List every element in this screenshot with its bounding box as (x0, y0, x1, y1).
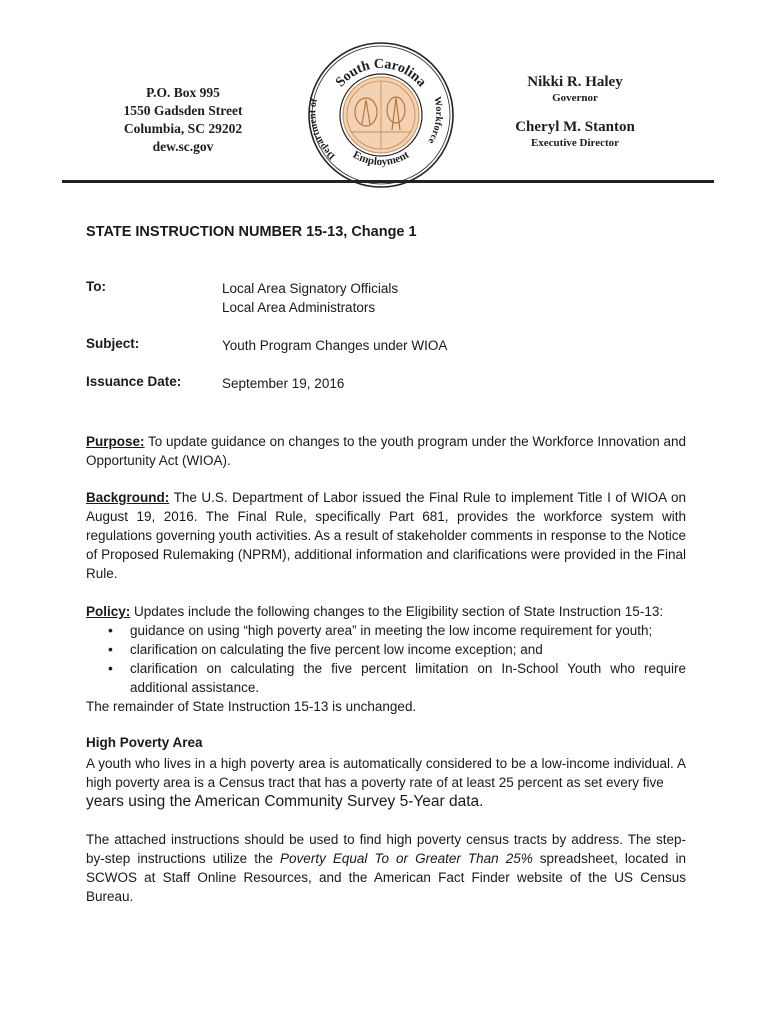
purpose-text: To update guidance on changes to the youth program under the Workforce Innovation and Opportunity Act (WIOA). (86, 434, 686, 468)
policy-bullet-list (104, 621, 686, 697)
policy-paragraph (86, 602, 686, 621)
instructions-text-after: spreadsheet, located in SCWOS at Staff Online Resources, and the American Fact Finder website of the US Census Bureau. (86, 851, 686, 904)
address-line: Columbia, SC 29202 (123, 121, 243, 136)
seal-text-left: Department of (307, 97, 338, 162)
subject-value: Youth Program Changes under WIOA (222, 338, 448, 353)
document-title: STATE INSTRUCTION NUMBER 15-13, Change 1 (86, 224, 417, 240)
governor-title: Governor (552, 92, 598, 104)
high-poverty-heading: High Poverty Area (86, 735, 203, 750)
policy-text: Updates include the following changes to the Eligibility section of State Instruction 15-13: (130, 604, 664, 619)
agency-address (112, 84, 254, 156)
subject-label: Subject: (86, 336, 140, 351)
seal-text-right: Workforce (425, 95, 445, 146)
background-heading: Background: (86, 490, 170, 505)
list-item: • clarification on calculating the five percent limitation on In-School Youth who require additional assistance. (104, 659, 686, 697)
seal-text-top: South Carolina (333, 56, 429, 91)
officials-block (505, 73, 645, 151)
instructions-paragraph (86, 830, 686, 906)
policy-closing: The remainder of State Instruction 15-13 is unchanged. (86, 699, 417, 714)
high-poverty-text: A youth who lives in a high poverty area is automatically considered to be a low-income individual. A high poverty area is a Census tract that has a poverty rate of at least 25 percent as set every five (86, 756, 686, 790)
purpose-paragraph (86, 432, 686, 470)
director-name: Cheryl M. Stanton (515, 119, 635, 135)
director-title: Executive Director (530, 137, 620, 149)
header-divider (62, 180, 714, 183)
purpose-heading: Purpose: (86, 434, 145, 449)
instructions-text-before: The attached instructions should be used to find high poverty census tracts by address. The step-by-step instructions utilize the (86, 832, 686, 866)
background-text: The U.S. Department of Labor issued the Final Rule to implement Title I of WIOA on August 19, 2016. The Final Rule, specifically Part 681, provides the workforce system with regulations governing youth activities. As a result of stakeholder comments in response to the Notice of Proposed Rulemaking (NPRM), additional information and clarifications were provided in the Final Rule. (86, 490, 686, 581)
policy-heading: Policy: (86, 604, 131, 619)
seal-text-bottom: Employment (350, 148, 412, 169)
background-paragraph (86, 488, 686, 583)
issuance-date-value: September 19, 2016 (222, 376, 345, 391)
address-line: P.O. Box 995 (146, 85, 220, 100)
to-value-1: Local Area Signatory Officials (222, 281, 399, 296)
to-value-2: Local Area Administrators (222, 300, 376, 315)
issuance-date-label: Issuance Date: (86, 374, 182, 389)
list-item: • guidance on using “high poverty area” in meeting the low income requirement for youth; (104, 621, 686, 640)
state-seal (306, 40, 456, 190)
to-label: To: (86, 279, 106, 294)
high-poverty-paragraph (86, 754, 686, 811)
governor-name: Nikki R. Haley (527, 74, 623, 90)
address-line: dew.sc.gov (152, 139, 214, 154)
high-poverty-text-end: years using the American Community Survey 5-Year data. (86, 793, 484, 810)
spreadsheet-name: Poverty Equal To or Greater Than 25% (280, 851, 533, 866)
address-line: 1550 Gadsden Street (123, 103, 243, 118)
list-item: • clarification on calculating the five percent low income exception; and (104, 640, 686, 659)
